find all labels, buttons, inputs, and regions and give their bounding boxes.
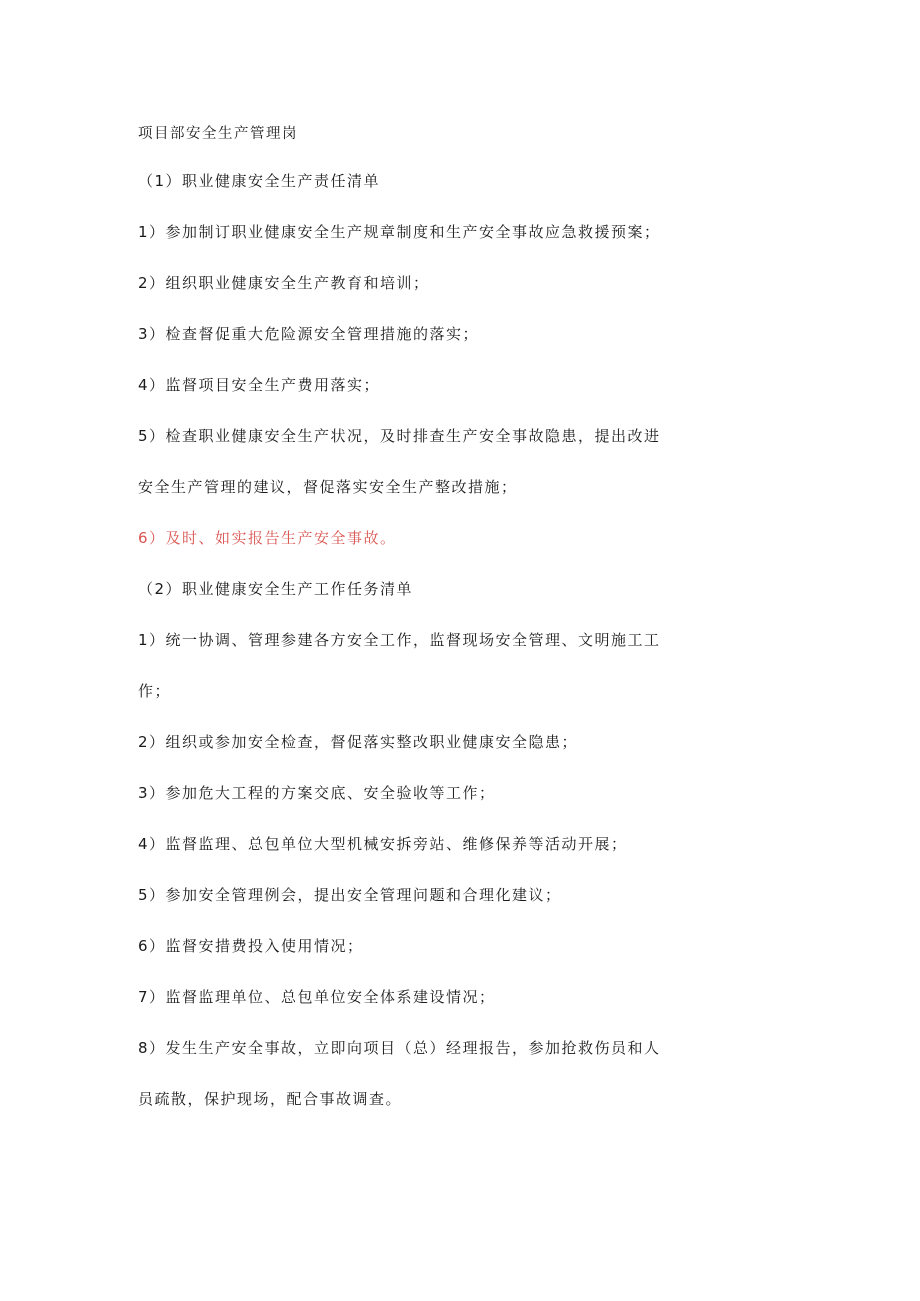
list-item: 3）检查督促重大危险源安全管理措施的落实； xyxy=(138,325,480,343)
list-item: 5）参加安全管理例会，提出安全管理问题和合理化建议； xyxy=(138,886,562,904)
list-item: 5）检查职业健康安全生产状况，及时排查生产安全事故隐患，提出改进 xyxy=(138,427,661,445)
section-heading: （2）职业健康安全生产工作任务清单 xyxy=(138,580,414,598)
list-item: 7）监督监理单位、总包单位安全体系建设情况； xyxy=(138,988,496,1006)
document-body xyxy=(138,118,698,1134)
list-item: 1）参加制订职业健康安全生产规章制度和生产安全事故应急救援预案； xyxy=(138,223,661,241)
list-item: 安全生产管理的建议，督促落实安全生产整改措施； xyxy=(138,478,518,496)
list-item: 2）组织职业健康安全生产教育和培训； xyxy=(138,274,430,292)
list-item: 2）组织或参加安全检查，督促落实整改职业健康安全隐患； xyxy=(138,733,579,751)
list-item: 3）参加危大工程的方案交底、安全验收等工作； xyxy=(138,784,496,802)
document-lines xyxy=(138,165,698,1134)
highlighted-line: 6）及时、如实报告生产安全事故。 xyxy=(138,529,397,547)
document-title: 项目部安全生产管理岗 xyxy=(138,126,298,142)
list-item: 4）监督监理、总包单位大型机械安拆旁站、维修保养等活动开展； xyxy=(138,835,628,853)
list-item: 员疏散，保护现场，配合事故调查。 xyxy=(138,1090,403,1108)
list-item: 4）监督项目安全生产费用落实； xyxy=(138,376,381,394)
section-heading: （1）职业健康安全生产责任清单 xyxy=(138,172,381,190)
list-item: 1）统一协调、管理参建各方安全工作，监督现场安全管理、文明施工工 xyxy=(138,631,661,649)
list-item: 8）发生生产安全事故，立即向项目（总）经理报告，参加抢救伤员和人 xyxy=(138,1039,661,1057)
list-item: 6）监督安措费投入使用情况； xyxy=(138,937,364,955)
list-item: 作； xyxy=(138,682,172,700)
